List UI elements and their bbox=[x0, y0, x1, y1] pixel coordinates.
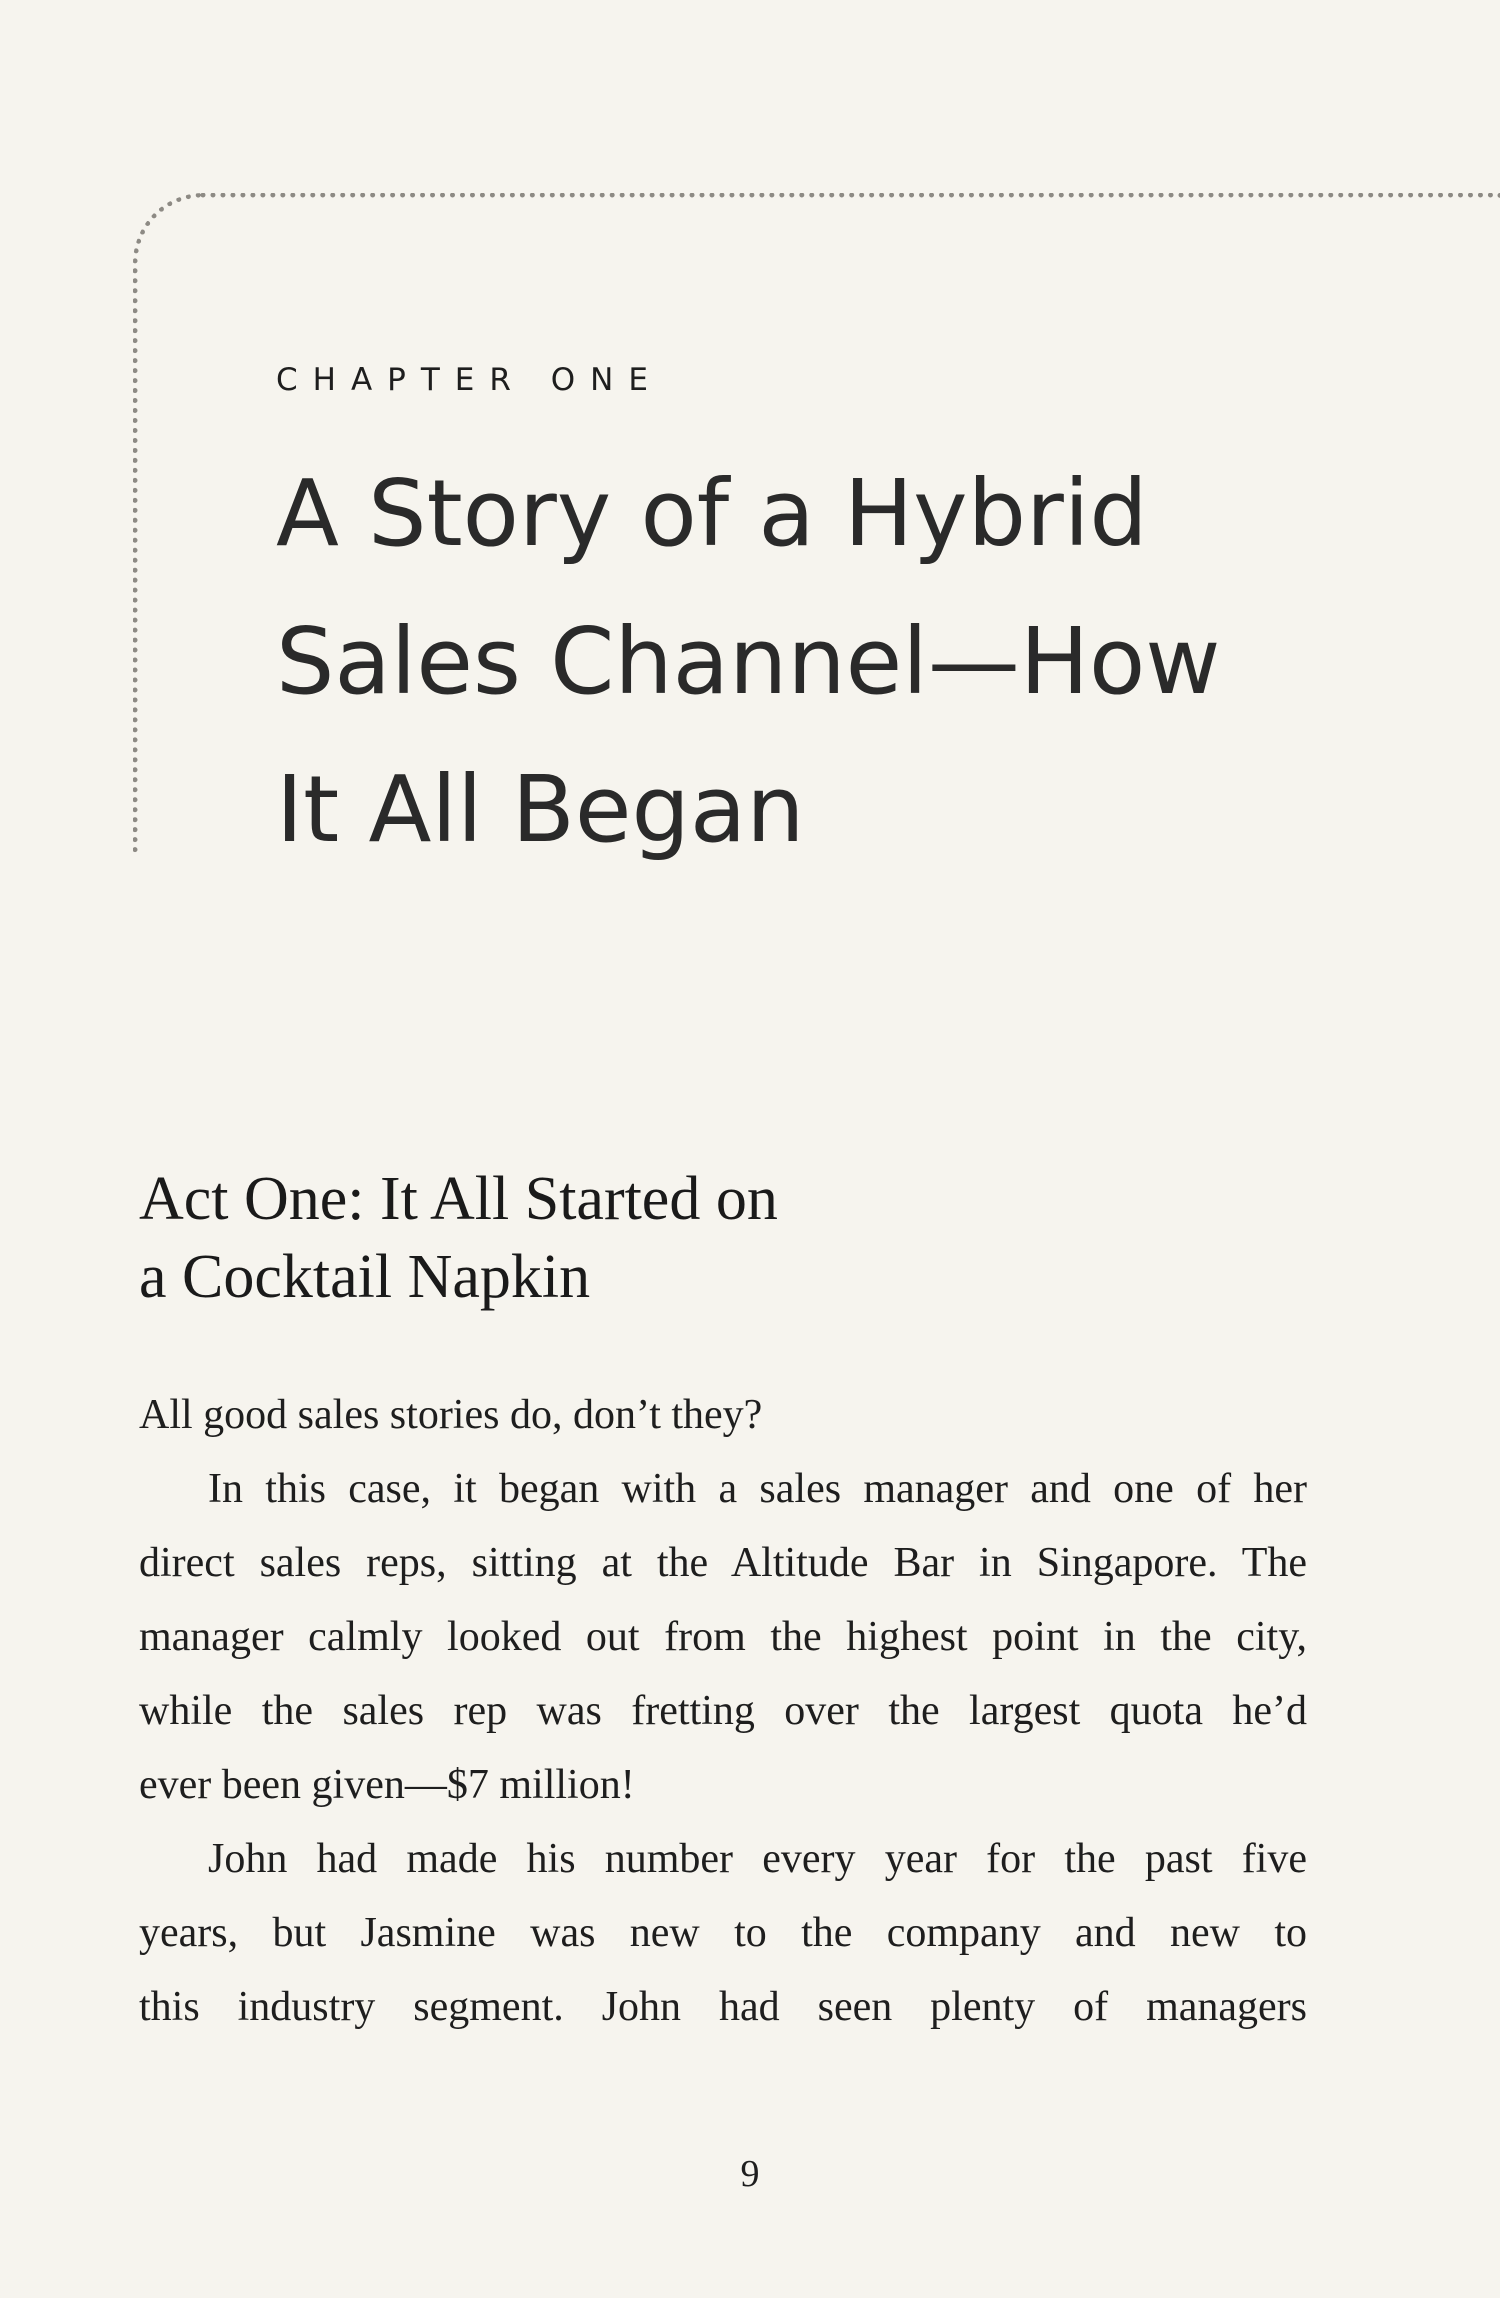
chapter-title bbox=[276, 440, 1426, 884]
body-line: direct sales reps, sitting at the Altitude Bar in Singapore. The bbox=[139, 1540, 1307, 1586]
body-line: while the sales rep was fretting over the largest quota he’d bbox=[139, 1688, 1307, 1734]
page-number: 9 bbox=[740, 2153, 760, 2195]
chapter-title-line: It All Began bbox=[276, 756, 805, 863]
section-heading-line: a Cocktail Napkin bbox=[139, 1243, 591, 1311]
body-line: years, but Jasmine was new to the company and new to bbox=[139, 1910, 1307, 1956]
body-line: All good sales stories do, don’t they? bbox=[139, 1392, 763, 1438]
body-line: manager calmly looked out from the highest point in the city, bbox=[139, 1614, 1307, 1660]
body-line: In this case, it began with a sales manager and one of her bbox=[208, 1466, 1307, 1512]
body-line: John had made his number every year for the past five bbox=[208, 1836, 1307, 1882]
section-heading bbox=[139, 1160, 1289, 1316]
chapter-title-line: A Story of a Hybrid bbox=[276, 460, 1148, 567]
chapter-label: CHAPTER ONE bbox=[276, 362, 663, 398]
chapter-title-line: Sales Channel—How bbox=[276, 608, 1221, 715]
body-line: ever been given—$7 million! bbox=[139, 1762, 635, 1808]
section-heading-line: Act One: It All Started on bbox=[139, 1165, 778, 1233]
body-text bbox=[139, 1378, 1307, 2044]
body-line: this industry segment. John had seen plenty of managers bbox=[139, 1984, 1307, 2030]
